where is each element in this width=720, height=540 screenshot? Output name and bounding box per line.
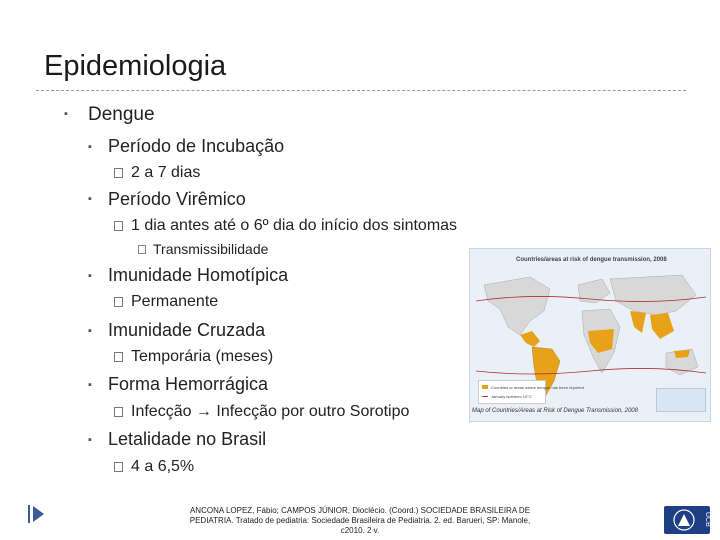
- legend-swatch-risk: [482, 385, 488, 389]
- checkbox-bullet-icon: [114, 462, 123, 472]
- next-slide-icon[interactable]: [33, 506, 44, 522]
- outline-item-incubacao-detail: 2 a 7 dias: [131, 164, 201, 181]
- legend-label-risk: Countries or areas where dengue has been reported: [491, 385, 584, 390]
- legend-swatch-isotherm: [482, 396, 488, 397]
- outline-item-hemorragica-detail: Infecção → Infecção por outro Sorotipo: [131, 403, 410, 420]
- outline-item-cruzada-detail: Temporária (meses): [131, 348, 274, 365]
- bullet-icon: ▪: [88, 379, 92, 391]
- outline-item-homotipica: Imunidade Homotípica: [108, 265, 289, 285]
- checkbox-bullet-icon: [138, 245, 146, 254]
- map-title: Countries/areas at risk of dengue transmission, 2008: [516, 257, 667, 263]
- bullet-icon: ▪: [88, 325, 92, 337]
- outline-item-homotipica-detail: Permanente: [131, 293, 219, 310]
- bullet-icon: ▪: [88, 193, 92, 205]
- citation-text: ANCONA LOPEZ, Fábio; CAMPOS JÚNIOR, Dioclécio. (Coord.) SOCIEDADE BRASILEIRA DE PEDIATRIA. Tratado de pediatria: Sociedade Brasileira de Pediatria. 2. ed. Barueri, SP: Manole, c2010. 2 v.: [189, 506, 531, 535]
- logo-text: UCB: [704, 512, 711, 527]
- bullet-icon: ▪: [64, 108, 68, 120]
- outline-item-viremico-detail: 1 dia antes até o 6º dia do início dos sintomas: [131, 217, 458, 234]
- nav-bar-icon: [28, 505, 30, 523]
- who-logo-box: [656, 388, 706, 412]
- checkbox-bullet-icon: [114, 352, 123, 362]
- outline-item-letalidade: Letalidade no Brasil: [108, 429, 267, 449]
- bullet-icon: ▪: [88, 434, 92, 446]
- map-legend: [478, 380, 584, 404]
- map-caption: Map of Countries/Areas at Risk of Dengue Transmission, 2008: [472, 408, 638, 414]
- bullet-icon: ▪: [88, 141, 92, 153]
- checkbox-bullet-icon: [114, 297, 123, 307]
- title-divider: [36, 90, 686, 91]
- checkbox-bullet-icon: [114, 221, 123, 231]
- outline-item-viremico: Período Virêmico: [108, 189, 246, 209]
- outline-item-incubacao: Período de Incubação: [108, 136, 285, 156]
- outline-item-cruzada: Imunidade Cruzada: [108, 320, 266, 340]
- outline-item-hemorragica: Forma Hemorrágica: [108, 374, 269, 394]
- outline-item-dengue: Dengue: [88, 104, 155, 125]
- page-title: Epidemiologia: [44, 50, 227, 82]
- legend-label-isotherm: January isotherm 10°C: [491, 394, 532, 399]
- outline-item-transmissibilidade: Transmissibilidade: [153, 241, 269, 257]
- bullet-icon: ▪: [88, 270, 92, 282]
- outline-item-letalidade-detail: 4 a 6,5%: [131, 458, 195, 475]
- checkbox-bullet-icon: [114, 407, 123, 417]
- checkbox-bullet-icon: [114, 168, 123, 178]
